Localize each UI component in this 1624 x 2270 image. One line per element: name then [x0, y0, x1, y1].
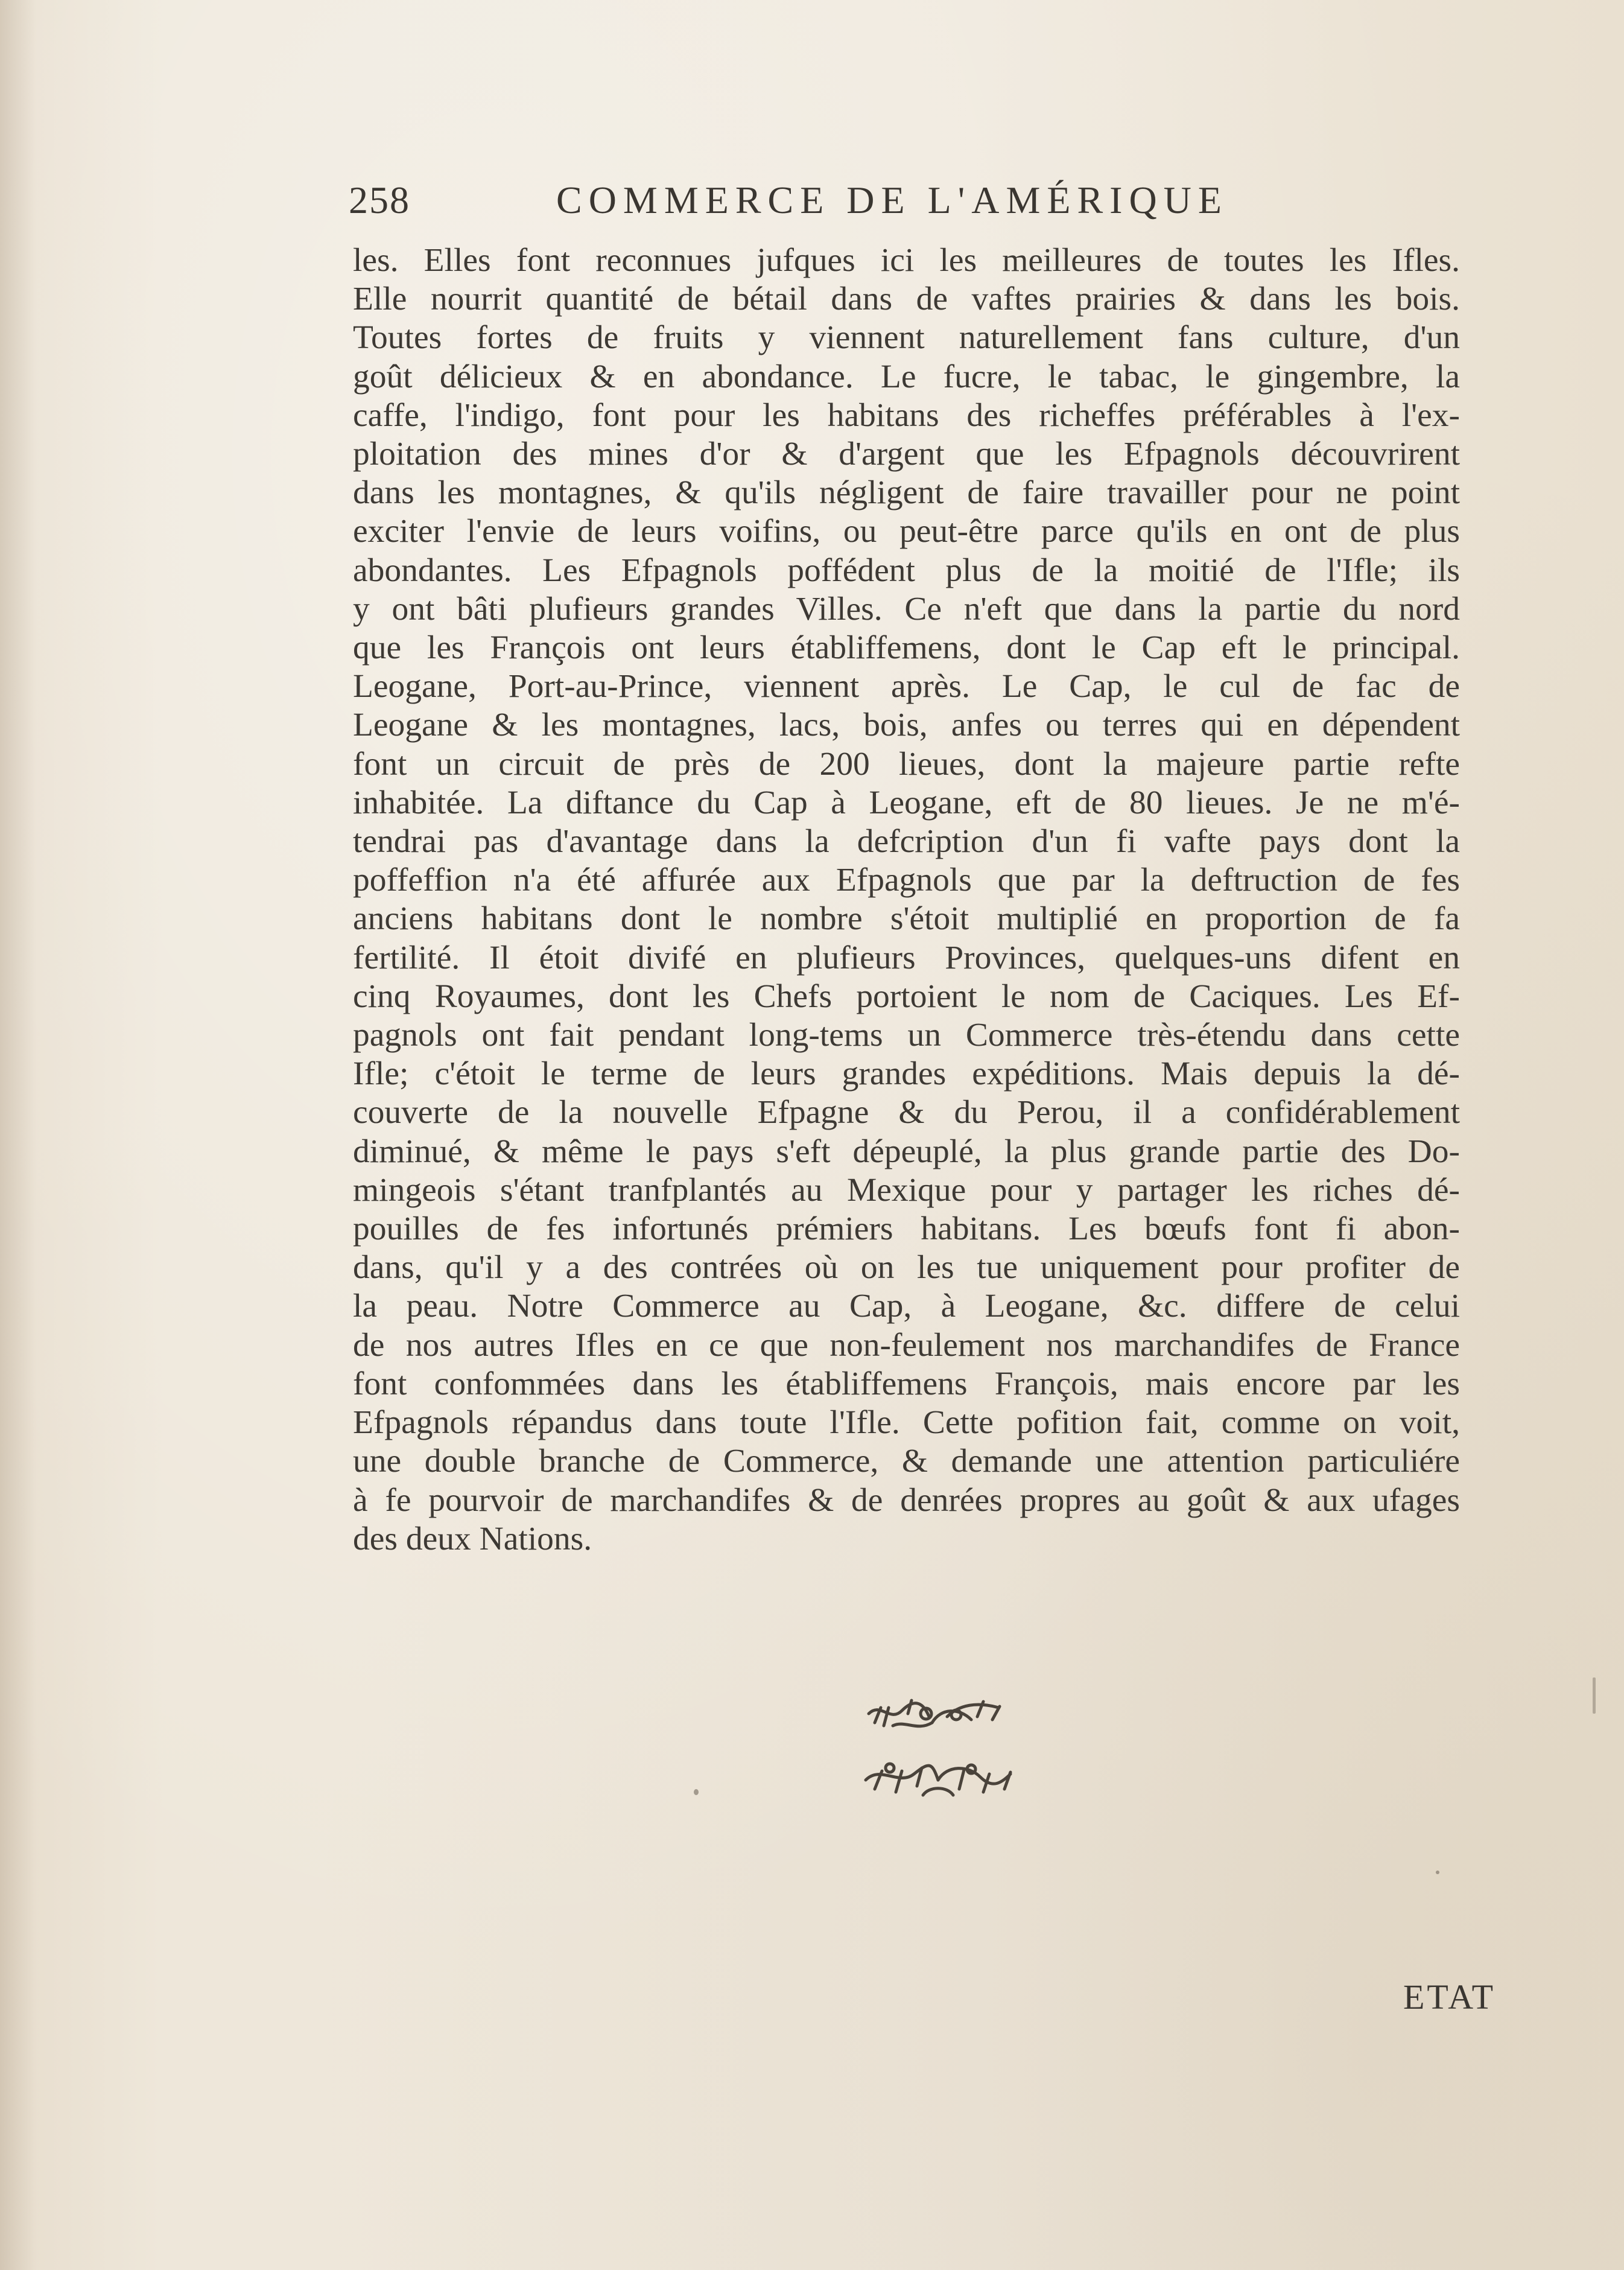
text-line: les. Elles font reconnues jufques ici les meilleures de toutes les Ifles. — [353, 242, 1460, 279]
paper-mark — [1593, 1677, 1596, 1714]
text-line: une double branche de Commerce, & demande une attention particuliére — [353, 1443, 1460, 1480]
running-title: COMMERCE DE L'AMÉRIQUE — [556, 179, 1228, 221]
text-line: exciter l'envie de leurs voifins, ou peut-être parce qu'ils en ont de plus — [353, 513, 1460, 550]
text-line: tendrai pas d'avantage dans la defcription d'un fi vafte pays dont la — [353, 823, 1460, 860]
text-line: goût délicieux & en abondance. Le fucre, le tabac, le gingembre, la — [353, 358, 1460, 395]
catchword: ETAT — [1403, 1977, 1496, 2017]
text-line: fertilité. Il étoit divifé en plufieurs Provinces, quelques-uns difent en — [353, 939, 1460, 976]
text-line: dans les montagnes, & qu'ils négligent de faire travailler pour ne point — [353, 474, 1460, 512]
paper-speck — [1436, 1871, 1439, 1874]
text-line: font un circuit de près de 200 lieues, dont la majeure partie refte — [353, 745, 1460, 783]
text-line: que les François ont leurs établiffemens, dont le Cap eft le principal. — [353, 629, 1460, 667]
gutter-shadow — [0, 0, 36, 2270]
text-line: pagnols ont fait pendant long-tems un Commerce très-étendu dans cette — [353, 1017, 1460, 1054]
text-line: font confommées dans les établiffemens François, mais encore par les — [353, 1365, 1460, 1402]
text-line: caffe, l'indigo, font pour les habitans des richeffes préférables à l'ex- — [353, 396, 1460, 434]
text-line: abondantes. Les Efpagnols poffédent plus de la moitié de l'Ifle; ils — [353, 552, 1460, 589]
text-line: anciens habitans dont le nombre s'étoit multiplié en proportion de fa — [353, 900, 1460, 938]
text-line: ploitation des mines d'or & d'argent que les Efpagnols découvrirent — [353, 436, 1460, 473]
text-line: couverte de la nouvelle Efpagne & du Perou, il a confidérablement — [353, 1094, 1460, 1131]
text-line: y ont bâti plufieurs grandes Villes. Ce n'eft que dans la partie du nord — [353, 590, 1460, 628]
text-line: Ifle; c'étoit le terme de leurs grandes expéditions. Mais depuis la dé- — [353, 1055, 1460, 1093]
text-line: cinq Royaumes, dont les Chefs portoient le nom de Caciques. Les Ef- — [353, 978, 1460, 1015]
text-line: pouilles de fes infortunés prémiers habitans. Les bœufs font fi abon- — [353, 1210, 1460, 1248]
text-line: de nos autres Ifles en ce que non-feulement nos marchandifes de France — [353, 1326, 1460, 1364]
page-header — [349, 178, 1357, 226]
page-number: 258 — [349, 179, 410, 221]
text-line: des deux Nations. — [353, 1520, 592, 1557]
text-line: Elle nourrit quantité de bétail dans de vaftes prairies & dans les bois. — [353, 281, 1460, 318]
text-line: à fe pourvoir de marchandifes & de denrées propres au goût & aux ufages — [353, 1481, 1460, 1519]
text-line: la peau. Notre Commerce au Cap, à Leogane, &c. differe de celui — [353, 1288, 1460, 1325]
floral-tailpiece-icon — [857, 1690, 1020, 1816]
text-line: Efpagnols répandus dans toute l'Ifle. Cette pofition fait, comme on voit, — [353, 1404, 1460, 1442]
paper-speck — [694, 1789, 699, 1795]
text-line: dans, qu'il y a des contrées où on les tue uniquement pour profiter de — [353, 1249, 1460, 1286]
text-line: inhabitée. La diftance du Cap à Leogane, eft de 80 lieues. Je ne m'é- — [353, 784, 1460, 821]
body-text — [353, 241, 1460, 1559]
text-line: mingeois s'étant tranfplantés au Mexique pour y partager les riches dé- — [353, 1171, 1460, 1209]
text-line: diminué, & même le pays s'eft dépeuplé, la plus grande partie des Do- — [353, 1133, 1460, 1170]
text-line: Leogane, Port-au-Prince, viennent après. Le Cap, le cul de fac de — [353, 668, 1460, 705]
text-line: Toutes fortes de fruits y viennent naturellement fans culture, d'un — [353, 319, 1460, 357]
text-line: Leogane & les montagnes, lacs, bois, anfes ou terres qui en dépendent — [353, 707, 1460, 744]
text-line: poffeffion n'a été affurée aux Efpagnols que par la deftruction de fes — [353, 862, 1460, 899]
